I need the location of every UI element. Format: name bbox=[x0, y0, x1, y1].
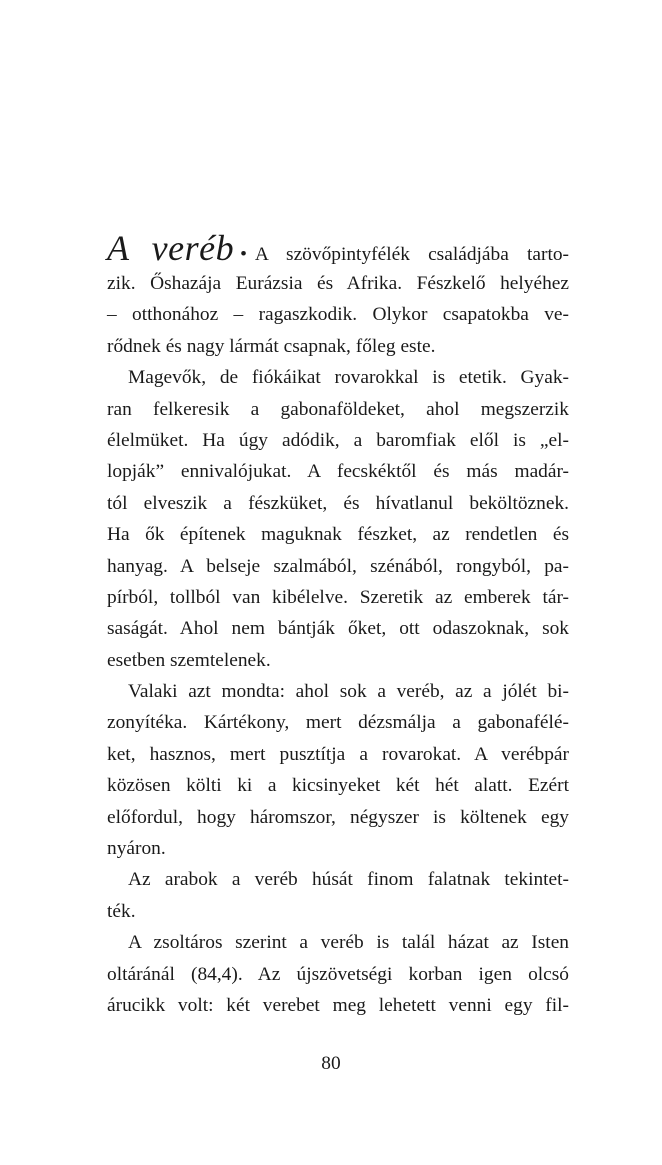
line-text: A szövőpintyfélék családjába tarto- bbox=[254, 244, 569, 265]
text-line bbox=[107, 228, 569, 268]
text-line: zik. Őshazája Eurázsia és Afrika. Fészkelő helyéhez bbox=[107, 273, 569, 294]
text-line: A zsoltáros szerint a veréb is talál házat az Isten bbox=[128, 932, 569, 954]
text-line: rődnek és nagy lármát csapnak, főleg este. bbox=[107, 335, 436, 357]
text-line: tól elveszik a fészküket, és hívatlanul beköltöznek. bbox=[107, 492, 569, 514]
text-line: Valaki azt mondta: ahol sok a veréb, az a jólét bi- bbox=[128, 681, 569, 703]
text-line: közösen költi ki a kicsinyeket két hét alatt. Ezért bbox=[107, 775, 569, 797]
text-line: ket, hasznos, mert pusztítja a rovarokat. A verébpár bbox=[107, 743, 569, 765]
text-line: hanyag. A belseje szalmából, szénából, rongyból, pa- bbox=[107, 555, 569, 577]
text-line: Magevők, de fiókáikat rovarokkal is etetik. Gyak- bbox=[128, 367, 569, 389]
page-number: 80 bbox=[321, 1053, 341, 1074]
text-line: Az arabok a veréb húsát finom falatnak tekintet- bbox=[128, 869, 569, 891]
text-line: ran felkeresik a gabonaföldeket, ahol megszerzik bbox=[107, 398, 569, 420]
entry-title: A veréb bbox=[107, 228, 235, 268]
text-line: árucikk volt: két verebet meg lehetett venni egy fil- bbox=[107, 994, 569, 1016]
text-line: saságát. Ahol nem bántják őket, ott odaszoknak, sok bbox=[107, 618, 569, 640]
text-line: élelmüket. Ha úgy adódik, a baromfiak elől is „el- bbox=[107, 429, 569, 451]
text-line: zonyítéka. Kártékony, mert dézsmálja a gabonafélé- bbox=[107, 712, 569, 734]
bullet-separator: • bbox=[240, 244, 247, 265]
text-line: ték. bbox=[107, 900, 136, 922]
text-line: oltáránál (84,4). Az újszövetségi korban igen olcsó bbox=[107, 963, 569, 985]
text-line: nyáron. bbox=[107, 838, 166, 860]
text-line: pírból, tollból van kibélelve. Szeretik az emberek tár- bbox=[107, 586, 569, 608]
text-line: esetben szemtelenek. bbox=[107, 649, 271, 671]
text-line: lopják” ennivalójukat. A fecskéktől és más madár- bbox=[107, 461, 569, 483]
text-line: Ha ők építenek maguknak fészket, az rendetlen és bbox=[107, 524, 569, 546]
article-text bbox=[107, 228, 569, 1021]
text-line: – otthonához – ragaszkodik. Olykor csapatokba ve- bbox=[107, 304, 569, 326]
text-line: előfordul, hogy háromszor, négyszer is költenek egy bbox=[107, 806, 569, 828]
